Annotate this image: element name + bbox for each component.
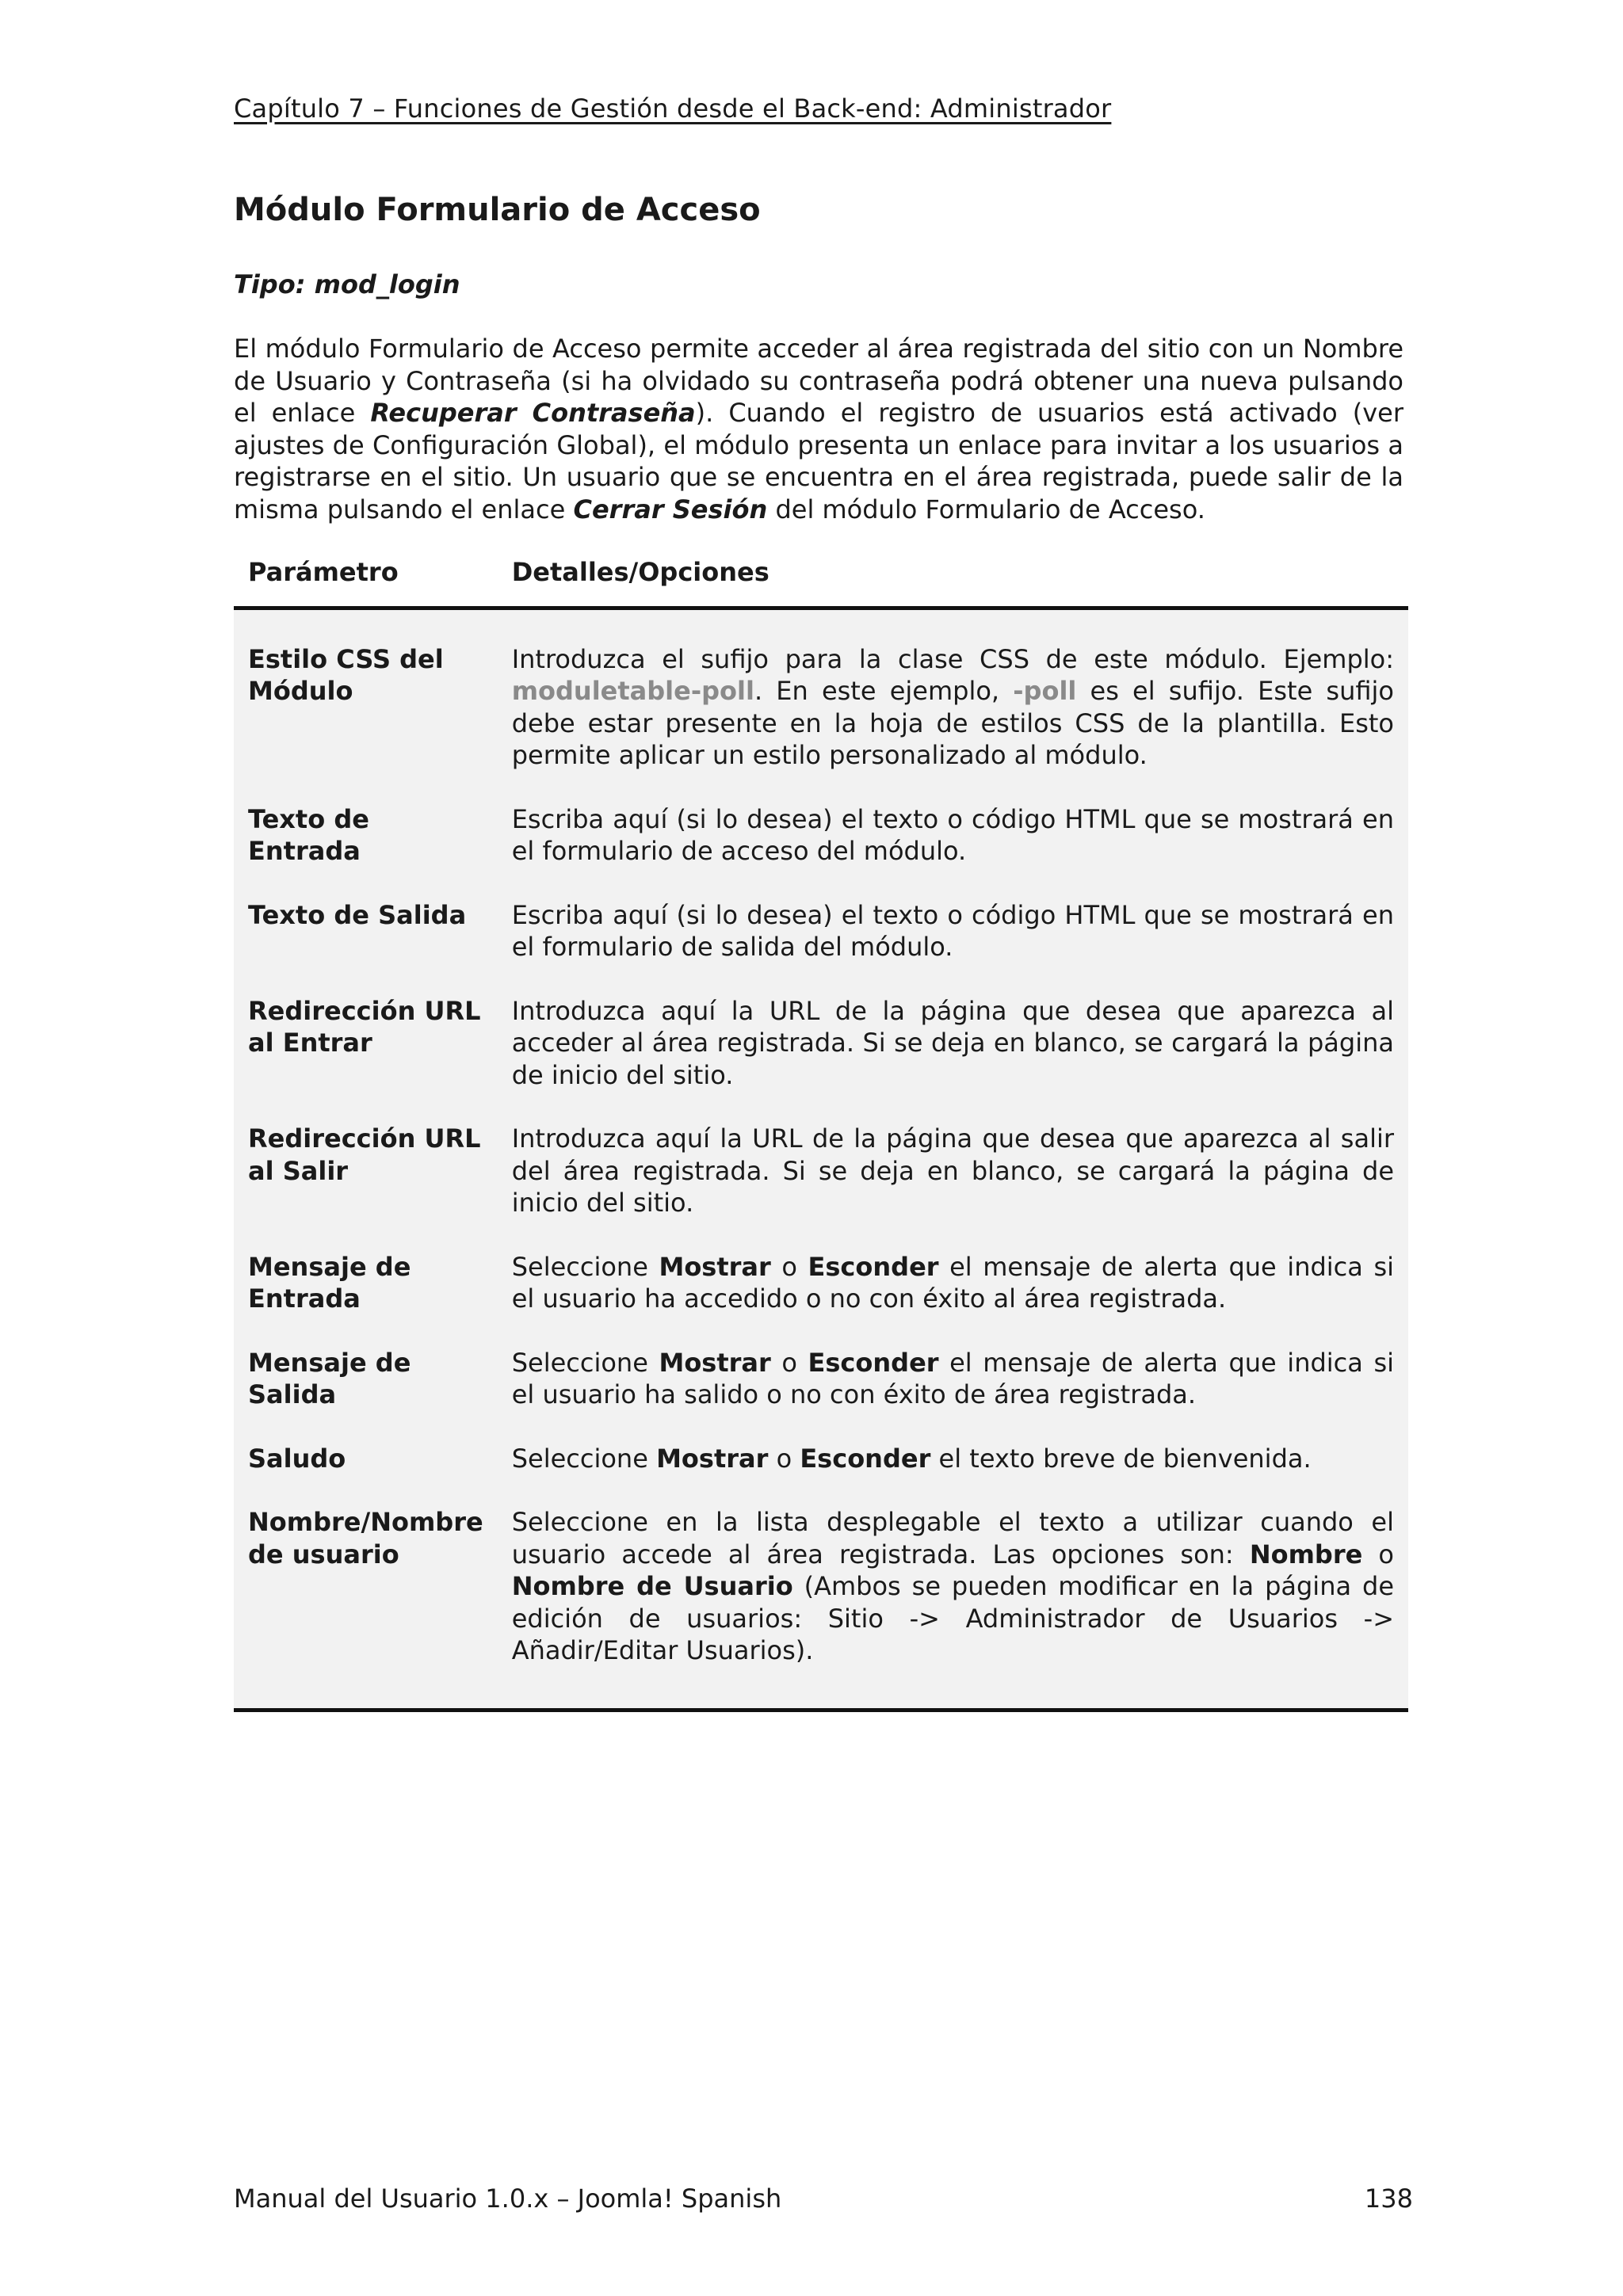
details-text: o [1362,1539,1394,1569]
param-details [498,1506,1408,1710]
details-text: Seleccione en la lista desplegable el texto a utilizar cuando el usuario accede al área registrada. Las opciones son: [511,1507,1394,1569]
option-esconder: Esconder [808,1347,939,1378]
table-row [234,899,1408,995]
intro-text-2: ). Cuando el registro de usuarios está activado (ver ajustes de Configuración Global), el módulo presenta un enlace para invitar a los usuarios a registrarse en el sitio. Un usuario que se encuentra en el área registrada, puede salir de la misma pulsando el enlace [234,398,1404,524]
document-page [234,0,1413,2296]
param-name: Texto de Entrada [248,803,369,866]
details-text: el texto breve de bienvenida. [930,1443,1312,1474]
table-row [234,995,1408,1123]
param-details [498,1443,1408,1507]
table-row [234,1443,1408,1507]
param-name: Mensaje de Salida [248,1347,411,1409]
details-text: Seleccione [511,1443,657,1474]
param-details: Escriba aquí (si lo desea) el texto o código HTML que se mostrará en el formulario de salida del módulo. [511,899,1394,962]
details-text: (Ambos se pueden modificar en la página de edición de usuarios: Sitio -> Administrador de Usuarios -> Añadir/Editar Usuarios). [511,1571,1394,1665]
header-detalles-opciones: Detalles/Opciones [498,548,1408,608]
parameters-table [234,548,1408,1712]
details-text: Seleccione [511,1251,659,1282]
table-header-row [234,548,1408,608]
table-row [234,1251,1408,1347]
details-text: Seleccione [511,1347,659,1378]
cerrar-sesion-link-text: Cerrar Sesión [573,494,768,524]
param-name: Redirección URL al Salir [248,1123,481,1186]
recuperar-contrasena-link-text: Recuperar Contraseña [370,398,696,428]
param-details: Introduzca aquí la URL de la página que desea que aparezca al acceder al área registrada. Si se deja en blanco, se cargará la página de inicio del sitio. [511,995,1394,1090]
param-name: Nombre/Nombre de usuario [234,1506,498,1710]
details-text: es el sufijo. Este sufijo debe estar presente en la hoja de estilos CSS de la plantilla. Esto permite aplicar un estilo personalizado al módulo. [511,676,1395,770]
intro-text-3: del módulo Formulario de Acceso. [767,494,1205,524]
option-esconder: Esconder [800,1443,931,1474]
param-name: Texto de Salida [248,899,467,930]
details-text: o [770,1251,808,1282]
module-type: Tipo: mod_login [234,269,460,299]
details-text: el mensaje de alerta que indica si el usuario ha salido o no con éxito de área registrada. [511,1347,1395,1409]
param-details [498,1251,1408,1347]
option-mostrar: Mostrar [659,1251,771,1282]
module-title: Módulo Formulario de Acceso [234,192,761,228]
table-row [234,1123,1408,1251]
table-row [234,803,1408,899]
running-header: Capítulo 7 – Funciones de Gestión desde el Back-end: Administrador [234,93,1112,124]
table-row [234,608,1408,803]
table-row [234,1506,1408,1710]
param-details: Introduzca aquí la URL de la página que desea que aparezca al salir del área registrada. Si se deja en blanco, se cargará la página de inicio del sitio. [511,1123,1394,1218]
details-text: o [768,1443,800,1474]
param-details [498,1347,1408,1443]
param-details: Escriba aquí (si lo desea) el texto o código HTML que se mostrará en el formulario de acceso del módulo. [511,803,1394,866]
intro-text-1: El módulo Formulario de Acceso permite acceder al área registrada del sitio con un Nombre de Usuario y Contraseña (si ha olvidado su contraseña podrá obtener una nueva pulsando el enlace [234,334,1403,428]
intro-paragraph [234,333,1403,525]
option-nombre-de-usuario: Nombre de Usuario [511,1571,793,1601]
option-mostrar: Mostrar [656,1443,769,1474]
param-name: Estilo CSS del Módulo [248,643,444,706]
footer-manual-title: Manual del Usuario 1.0.x – Joomla! Spanish [234,2183,782,2214]
param-name: Mensaje de Entrada [248,1251,411,1314]
css-example-class: moduletable-poll [511,676,754,706]
option-esconder: Esconder [808,1251,939,1282]
option-mostrar: Mostrar [659,1347,771,1378]
css-example-suffix: -poll [1013,676,1077,706]
details-text: o [770,1347,808,1378]
header-parametro: Parámetro [234,548,498,608]
param-details [498,608,1408,803]
details-text: . En este ejemplo, [754,676,1014,706]
page-number: 138 [1364,2183,1413,2214]
param-name: Redirección URL al Entrar [248,995,481,1058]
param-name: Saludo [248,1443,346,1474]
table-row [234,1347,1408,1443]
details-text: el mensaje de alerta que indica si el usuario ha accedido o no con éxito al área registrada. [511,1251,1395,1314]
details-text: Introduzca el sufijo para la clase CSS de este módulo. Ejemplo: [511,643,1394,674]
option-nombre: Nombre [1249,1539,1363,1569]
